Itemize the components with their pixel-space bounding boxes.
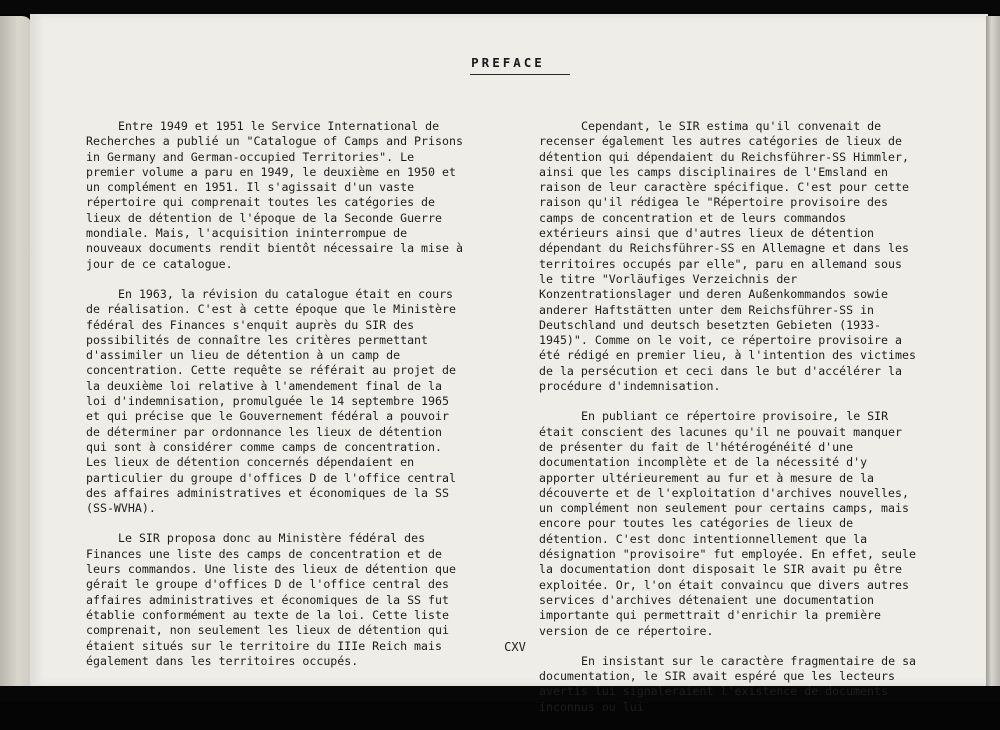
page-number: CXV [504,640,526,654]
paragraph: Entre 1949 et 1951 le Service International de Recherches a publié un "Catalogue of Camps and Prisons in Germany and German-occupied Territories". Le premier volume a paru en 1949, le deuxième en 1950 et un complément en 1951. Il s'agissait d'un vaste répertoire qui comprenait toutes les catégories de lieux de détention de l'époque de la Seconde Guerre mondiale. Mais, l'acquisition ininterrompue de nouveaux documents rendit bientôt nécessaire la mise à jour de ce catalogue. [86,119,463,271]
paragraph: En publiant ce répertoire provisoire, le SIR était conscient des lacunes qu'il ne pouvait manquer de présenter du fait de l'hétérogénéité d'une documentation incomplète et de la nécessité d'y apporter ultérieurement au fur et à mesure de la découverte et de l'exploitation d'archives nouvelles, un complément non seulement pour certains camps, mais encore pour toutes les catégories de lieux de détention. C'est donc intentionnellement que la désignation "provisoire" fut employée. En effet, seule la documentation dont disposait le SIR avait pu être exploitée. Or, l'on était convaincu que divers autres services d'archives détenaient une documentation importante qui permettrait d'enrichir la première version de ce répertoire. [539,409,916,638]
paragraph: En 1963, la révision du catalogue était en cours de réalisation. C'est à cette époque que le Ministère fédéral des Finances s'enquit auprès du SIR des possibilités de connaître les critères permettant d'assimiler un lieu de détention à un camp de concentration. Cette requête se référait au projet de la deuxième loi relative à l'amendement final de la loi d'indemnisation, promulguée le 14 septembre 1965 et qui précise que le Gouvernement fédéral a pouvoir de déterminer par ordonnance les lieux de détention qui sont à considérer comme camps de concentration. Les lieux de détention concernés dépendaient en particulier du groupe d'offices D de l'office central des affaires administratives et économiques de la SS (SS-WVHA). [86,286,456,516]
right-column [539,119,919,730]
page-stack-edge [986,16,1000,688]
paragraph: En insistant sur le caractère fragmentaire de sa documentation, le SIR avait espéré que les lecteurs avertis lui signaleraient l'existence de documents inconnus ou lui [539,653,917,714]
title-underline [470,74,570,75]
paragraph: Le SIR proposa donc au Ministère fédéral des Finances une liste des camps de concentration et de leurs commandos. Une liste des lieux de détention que gérait le groupe d'offices D de l'office central des affaires administratives et économiques de la SS fut établie conformément au texte de la loi. Cette liste comprenait, non seulement les lieux de détention qui étaient situés sur le territoire du IIIe Reich mais également dans les territoires occupés. [86,531,456,668]
scan-border-top [0,0,1000,14]
page-title: PREFACE [471,55,545,70]
paragraph: Cependant, le SIR estima qu'il convenait de recenser également les autres catégories de lieux de détention qui dépendaient du Reichsführer-SS Himmler, ainsi que les camps disciplinaires de l'Emsland en raison de leur caractère spécifique. C'est pour cette raison qu'il rédigea le "Répertoire provisoire des camps de concentration et de leurs commandos extérieurs ainsi que d'autres lieux de détention dépendant du Reichsführer-SS en Allemagne et dans les territoires occupés par elle", paru en allemand sous le titre "Vorläufiges Verzeichnis der Konzentrationslager und deren Außenkommandos sowie anderer Haftstätten unter dem Reichsführer-SS in Deutschland und deutsch besetzten Gebieten (1933-1945)". Comme on le voit, ce répertoire provisoire a été rédigé en premier lieu, à l'intention des victimes de la persécution et ceci dans le but d'accélérer la procédure d'indemnisation. [539,119,916,394]
left-column [86,119,466,684]
facing-page-edge [0,16,32,692]
